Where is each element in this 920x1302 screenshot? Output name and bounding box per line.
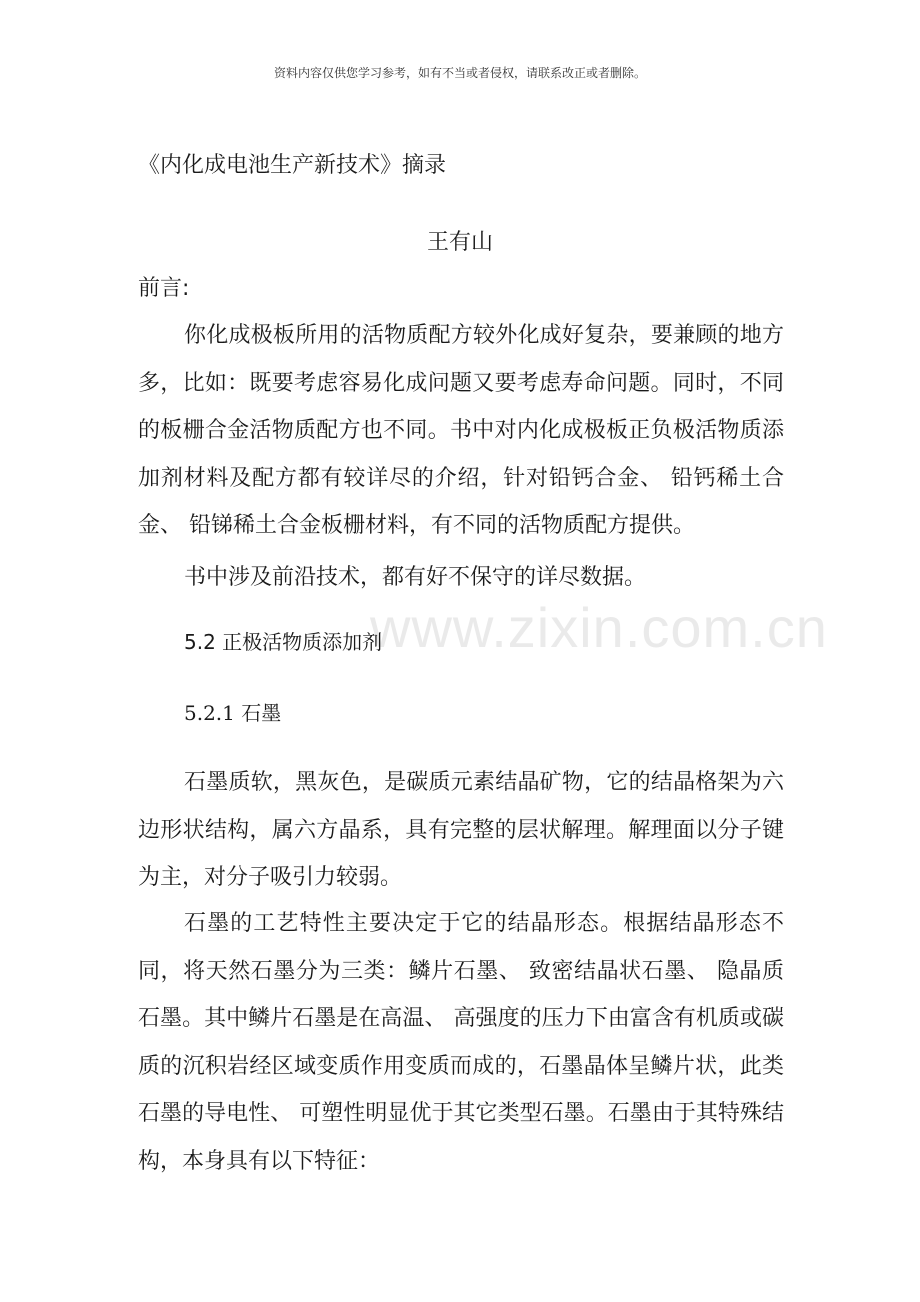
disclaimer-header: 资料内容仅供您学习参考，如有不当或者侵权，请联系改正或者删除。 bbox=[273, 66, 646, 80]
body-paragraph-2: 石墨的工艺特性主要决定于它的结晶形态。根据结晶形态不同，将天然石墨分为三类：鳞片石墨、 致密结晶状石墨、 隐晶质石墨。其中鳞片石墨是在高温、 高强度的压力下由富含有机质或碳质的沉积岩经区域变质作用变质而成的，石墨晶体呈鳞片状，此类石墨的导电性、 可塑性明显优于其它类型石墨。石墨由于其特殊结构，本身具有以下特征： bbox=[138, 911, 784, 1174]
author-name: 王有山 bbox=[426, 230, 493, 255]
preface-label: 前言: bbox=[138, 276, 190, 301]
body-paragraph: 石墨质软，黑灰色，是碳质元素结晶矿物，它的结晶格架为六边形状结构，属六方晶系，具有完整的层状解理。解理面以分子键为主，对分子吸引力较弱。 bbox=[138, 770, 784, 890]
subsection-heading: 5.2.1 石墨 bbox=[184, 701, 282, 725]
document-title: 《内化成电池生产新技术》摘录 bbox=[138, 153, 447, 178]
preface-paragraph-2: 书中涉及前沿技术，都有好不保守的详尽数据。 bbox=[184, 565, 647, 590]
section-heading: 5.2 正极活物质添加剂 bbox=[184, 630, 383, 654]
preface-paragraph: 你化成极板所用的活物质配方较外化成好复杂，要兼顾的地方多，比如：既要考虑容易化成问题又要考虑寿命问题。同时，不同的板栅合金活物质配方也不同。书中对内化成极板正负极活物质添加剂材料及配方都有较详尽的介绍，针对铅钙合金、 铅钙稀土合金、 铅锑稀土合金板栅材料，有不同的活物质配方提供。 bbox=[138, 323, 784, 538]
watermark: www.zixin.com.cn bbox=[370, 596, 828, 659]
